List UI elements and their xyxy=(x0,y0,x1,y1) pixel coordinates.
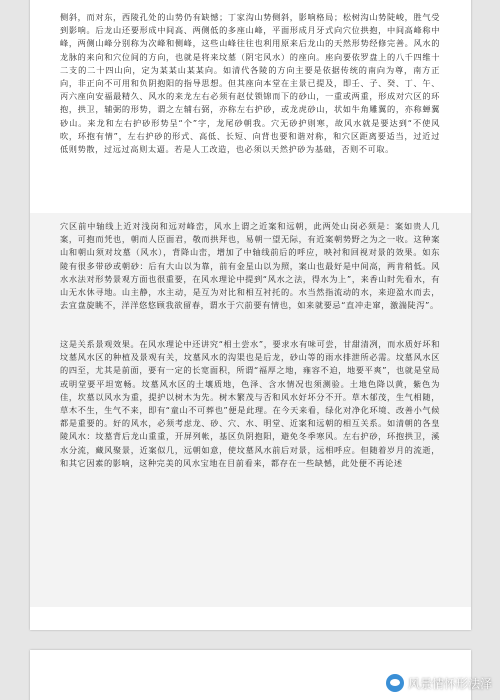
document-page xyxy=(30,0,471,630)
watermark xyxy=(386,674,492,692)
page-gap xyxy=(0,636,500,650)
page-section-bottom xyxy=(30,607,471,630)
paragraph-1: 侧斜，而对东，西陵孔处的山势仍有缺憾；丁家沟山势侧斜，影响格局；松树沟山势陡峻，胜气受到影响。后龙山还要形成中间高、两侧低的多座山峰，平面形成月牙式向穴位拱抱，中间高峰称中峰，两侧山峰分别称为次峰和侧峰，这些山峰往往也利用原来后龙山的天然形势经修完善。风水的龙脉的来向和穴位间的方向，也就是将来坟墓（阴宅风水）的座向。座向要依罗盘上的八千四维十二支的二十四山向，定为某某山某某向。如清代各陵的方向主要是依据传统的南向为尊，南方正向，非正向不可用和负阴抱阳的指导思想。但其座向本堂在主景已提及，即壬、子、癸、丁、午、丙六座向安福最精久、风水的来龙左右必须有赵仗锁锦而下的砂山，一重或两重，形成对穴区的环抱，拱卫，辅弼的形势，谓之左辅右弼，亦称左右护砂，或龙虎砂山，状如牛角雕翼的，亦称蝉翼砂山。来龙和左右护砂形势呈“个”字，龙尾砂朝我。穴无砂护则寒，故风水就是要达到“不使风吹，环抱有情”，左右护砂的形式、高低、长短、向背也要和谐对称，和穴区距离要适当，过近过低则势散，过远过高则太逼。若是人工改造，也必须以天然护砂为基础，否则不可取。 xyxy=(60,12,440,155)
paragraph-3: 这是关系景观效果。在风水理论中还讲究“相土尝水”，要求水有味可尝，甘甜清冽，而水质好坏和坟墓风水区的种植及景观有关，坟墓风水的沟渠也是后龙，砂山等的雨水排泄所必需。坟墓风水区的四至，尤其是前面，要有一定的长宽面积，所谓“福厚之地，雍容不迫，地要平爽”，也就是堂局或明堂要平坦宽畅。坟墓风水区的土壤质地，色泽、含水情况也须测验。土地色降以黄，紫色为佳，坎墓以风水为重，提护以树木为先。树木繁茂与否和风水好坏分不开。草木郁茂，生气相随，草木不生，生气不来，即有“童山不可葬也”便是此理。在今天来看，绿化对净化环境、改善小气候都是重要的。好的风水，必须考虑龙、砂、穴、水、明堂、近案和远朝的相互关系。如清朝的各皇陵风水：坟墓背后龙山重重，开屏列帐，基区负阴抱阳，避免冬季寒风。左右护砂，环抱拱卫，溪水分流，藏风聚景，近案似几，远朝如意，使坟墓风水前后对景，远相呼应。但随着岁月的流逝，和其它因素的影响，这种完美的风水宝地在目前看来，都存在一些缺憾，此处便不再论述 xyxy=(60,339,440,468)
wechat-icon xyxy=(386,674,404,692)
watermark-text: 风景情怀形法泽 xyxy=(407,676,492,691)
paragraph-2: 穴区前中轴线上近对浅岗和远对峰峦，风水上谓之近案和远朝，此两处山岗必须是：案如贵人几案，可抱而凭也，朝而人臣面君，敬而拱拜也，易朝一望无际，有近案朝势野之为之一收。这种案山和朝山须对坟墓（风水），背降山峦，增加了中轴线前后的呼应，映衬和回视对景的效果。如东陵有很多带砂或朝砂：后有大山以为靠，前有金星山以为照，案山也最好是中间高，两肯稍低。风水水法对形势景观方面也很重要，在风水理论中提到“风水之法，得水为上”，来香山时先看水，有山无水休寻地。山主静，水主动，是互为对比和相互衬托的。水当然指流动的水，来迎盈水而去，去宜盘旋眺不，洋洋悠悠顾我欲留春，谓水于穴前要有情也，如来就要忌“直冲走窜，激湍陡泻”。 xyxy=(60,221,440,311)
